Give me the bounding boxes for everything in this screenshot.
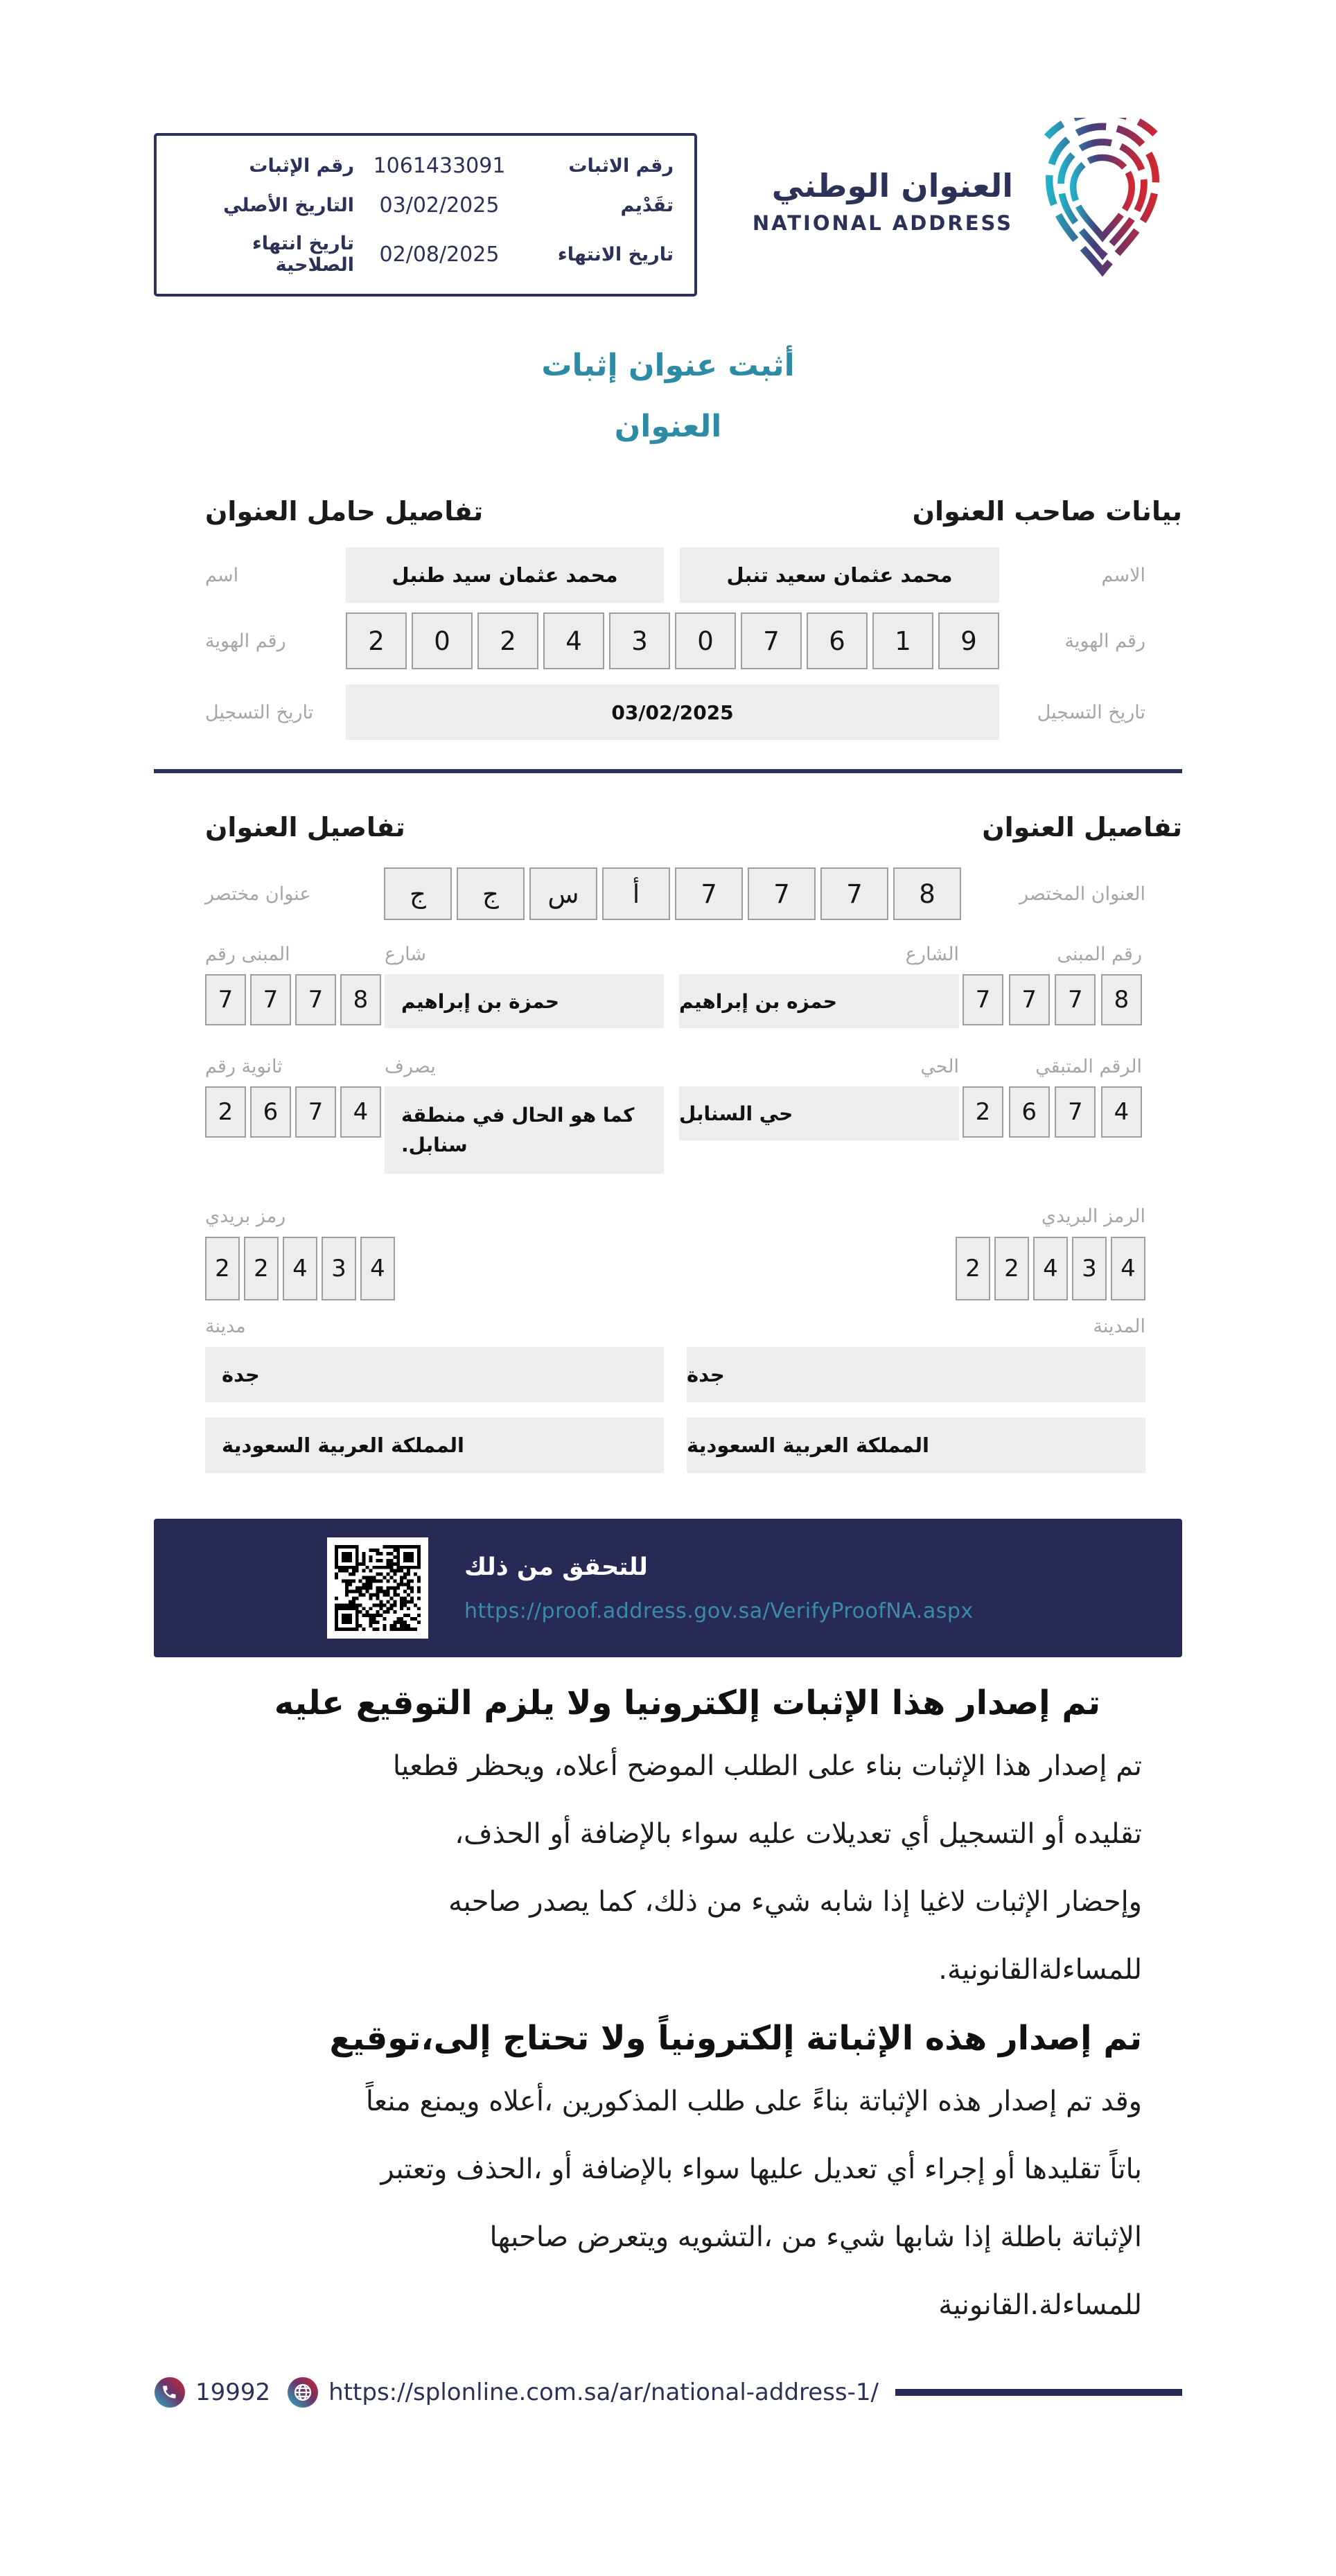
remaining-digit-box: 2: [963, 1086, 1003, 1138]
secondary-number-group-left: [205, 1056, 381, 1138]
district-value-right: حي السنابل: [679, 1086, 959, 1140]
short-address-label-left: عنوان مختصر: [205, 883, 311, 905]
street-row: [205, 944, 1145, 1028]
name-row: [205, 547, 1145, 603]
country-value-right: المملكة العربية السعودية: [687, 1418, 1145, 1473]
city-value-right: جدة: [687, 1347, 1145, 1402]
owner-section-headings: [154, 496, 1182, 527]
qr-code: [327, 1537, 428, 1639]
address-form: [154, 867, 1182, 1473]
proof-number-label-alt: رقم الإثبات: [249, 155, 354, 177]
id-digit-box: 2: [477, 612, 538, 669]
building-digit-box: 7: [1009, 974, 1050, 1025]
logo-arabic-name: العنوان الوطني: [771, 166, 1013, 204]
document-title-line2: العنوان: [614, 409, 722, 444]
remaining-digit-box: 6: [1009, 1086, 1050, 1138]
reg-date-label-right: تاريخ التسجيل: [1037, 701, 1145, 723]
building-number-group-left: [205, 944, 381, 1025]
issue-date-label-alt: التاريخ الأصلي: [223, 195, 354, 216]
building-digit-box: 7: [295, 974, 336, 1025]
short-address-box: ج: [384, 867, 452, 920]
name-value-left: محمد عثمان سيد طنبل: [346, 547, 664, 603]
postal-digit-box: 2: [205, 1237, 240, 1300]
document-page: [154, 118, 1182, 2408]
building-digit-box: 7: [963, 974, 1003, 1025]
building-number-boxes-left: [205, 974, 381, 1025]
id-digit-box: 0: [412, 612, 473, 669]
legal-text-line: وإحضار الإثبات لاغيا إذا شابه شيء من ذلك، كما يصدر صاحبه: [448, 1886, 1142, 1918]
legal-section: [154, 1684, 1182, 2339]
postal-digit-box: 2: [994, 1237, 1029, 1300]
building-digit-box: 8: [340, 974, 381, 1025]
proof-number-value: 1061433091: [373, 154, 506, 178]
postal-digit-box: 3: [322, 1237, 356, 1300]
district-value-left-line1: كما هو الحال في منطقة: [401, 1103, 635, 1127]
district-label-left: يصرف: [385, 1056, 436, 1077]
district-label-right: الحي: [920, 1056, 959, 1077]
short-address-row: [205, 867, 1145, 920]
legal-text-line: للمساءلة.القانونية: [938, 2289, 1142, 2321]
name-label-left: اسم: [205, 564, 239, 586]
postal-label-right: الرمز البريدي: [1041, 1206, 1145, 1227]
short-address-box: 7: [748, 867, 816, 920]
short-address-box: ج: [457, 867, 525, 920]
logo-wordmark: [753, 167, 1013, 235]
building-number-boxes-right: [963, 974, 1142, 1025]
short-address-box: أ: [602, 867, 670, 920]
logo-english-name: NATIONAL ADDRESS: [752, 211, 1013, 235]
legal-text-line: وقد تم إصدار هذه الإثباتة بناءً على طلب المذكورين ،أعلاه ويمنع منعاً: [365, 2085, 1142, 2117]
short-address-boxes: [384, 867, 961, 920]
postal-digit-box: 2: [244, 1237, 279, 1300]
address-section-headings: [154, 812, 1182, 843]
owner-heading-right: بيانات صاحب العنوان: [912, 496, 1182, 527]
street-value-right: حمزه بن إبراهيم: [679, 974, 959, 1028]
short-address-label-right: العنوان المختصر: [1019, 883, 1145, 905]
remaining-digit-box: 4: [1101, 1086, 1142, 1138]
owner-form: [154, 547, 1182, 740]
postal-label-left: رمز بريدي: [205, 1206, 286, 1227]
issue-date-label-ar: تقَدْيم: [620, 195, 674, 216]
street-value-left: حمزة بن إبراهيم: [385, 974, 664, 1028]
legal-heading-2: تم إصدار هذه الإثباتة إلكترونياً ولا تحتاج إلى،توقيع: [329, 2019, 1142, 2058]
district-group-right: [679, 1056, 959, 1140]
postal-digit-box: 4: [1111, 1237, 1145, 1300]
secondary-digit-box: 2: [205, 1086, 246, 1138]
city-group-right: [687, 1316, 1145, 1402]
footer-rule: [895, 2389, 1182, 2396]
issue-date-value: 03/02/2025: [379, 193, 500, 218]
reg-date-label-left: تاريخ التسجيل: [205, 701, 314, 723]
legal-text-line: للمساءلةالقانونية.: [938, 1954, 1142, 1986]
id-digit-box: 1: [872, 612, 933, 669]
country-row: [205, 1418, 1145, 1473]
document-title-line1: أثبت عنوان إثبات: [541, 348, 795, 383]
id-digit-box: 9: [938, 612, 999, 669]
secondary-digit-box: 7: [295, 1086, 336, 1138]
country-value-left: المملكة العربية السعودية: [205, 1418, 664, 1473]
expiry-date-label-ar: تاريخ الانتهاء: [557, 243, 674, 265]
short-address-box: 7: [820, 867, 888, 920]
short-address-box: 8: [893, 867, 961, 920]
city-label-right: المدينة: [1093, 1316, 1145, 1337]
id-digit-box: 2: [346, 612, 407, 669]
postal-digit-box: 4: [1033, 1237, 1068, 1300]
building-number-group-right: [963, 944, 1142, 1025]
legal-text-line: الإثباتة باطلة إذا شابها شيء من ،التشويه ويتعرض صاحبها: [489, 2221, 1142, 2253]
proof-info-box: [154, 133, 697, 297]
proof-number-label-ar: رقم الاثبات: [568, 155, 674, 177]
expiry-date-value: 02/08/2025: [379, 242, 500, 267]
id-number-row: [205, 612, 1145, 669]
postal-digit-box: 4: [360, 1237, 395, 1300]
secondary-number-label-left: ثانوية رقم: [205, 1056, 283, 1077]
id-digit-box: 7: [741, 612, 802, 669]
document-footer: [154, 2376, 1182, 2408]
expiry-date-label-alt: تاريخ انتهاء الصلاحية: [252, 233, 354, 276]
postal-code-row: [205, 1206, 1145, 1300]
street-label-left: شارع: [385, 944, 426, 965]
legal-text-line: تقليده أو التسجيل أي تعديلات عليه سواء بالإضافة أو الحذف،: [455, 1818, 1142, 1850]
phone-icon: [154, 2376, 186, 2408]
postal-group-right: [956, 1206, 1145, 1300]
name-value-right: محمد عثمان سعيد تنبل: [680, 547, 999, 603]
globe-icon: [287, 2376, 319, 2408]
district-value-left-line2: .سنابل: [401, 1133, 468, 1156]
street-group-left: [385, 944, 664, 1028]
street-group-right: [679, 944, 959, 1028]
id-digit-box: 4: [543, 612, 604, 669]
reg-date-value: 03/02/2025: [346, 685, 999, 740]
city-value-left: جدة: [205, 1347, 664, 1402]
building-digit-box: 7: [1055, 974, 1096, 1025]
document-header: [154, 118, 1182, 297]
legal-paragraph-1: [223, 1732, 1142, 2004]
verify-heading: للتحقق من ذلك: [464, 1553, 648, 1581]
id-digit-box: 0: [675, 612, 736, 669]
legal-paragraph-2: [223, 2067, 1142, 2339]
building-number-label-right: رقم المبنى: [1057, 944, 1142, 965]
secondary-digit-box: 6: [250, 1086, 291, 1138]
street-label-right: الشارع: [905, 944, 959, 965]
id-digit-box: 3: [609, 612, 670, 669]
remaining-number-label-right: الرقم المتبقي: [1035, 1056, 1142, 1077]
postal-digit-box: 2: [956, 1237, 990, 1300]
id-label-right: رقم الهوية: [1064, 630, 1145, 652]
address-heading-left: تفاصيل العنوان: [205, 812, 405, 843]
district-group-left: [385, 1056, 664, 1174]
postal-group-left: [205, 1206, 395, 1300]
short-address-box: 7: [675, 867, 743, 920]
national-address-logo: [753, 118, 1182, 283]
legal-text-line: تم إصدار هذا الإثبات بناء على الطلب الموضح أعلاه، ويحظر قطعيا: [392, 1750, 1142, 1782]
legal-text-line: باتاً تقليدها أو إجراء أي تعديل عليها سواء بالإضافة أو ،الحذف وتعتبر: [380, 2153, 1142, 2185]
short-address-box: س: [529, 867, 597, 920]
building-digit-box: 7: [205, 974, 246, 1025]
building-number-label-left: المبنى رقم: [205, 944, 290, 965]
support-phone-number: 19992: [195, 2379, 271, 2406]
postal-digit-box: 4: [283, 1237, 317, 1300]
postal-boxes-left: [205, 1237, 395, 1300]
postal-digit-box: 3: [1072, 1237, 1107, 1300]
secondary-number-boxes-left: [205, 1086, 381, 1138]
legal-heading-1: تم إصدار هذا الإثبات إلكترونيا ولا يلزم التوقيع عليه: [274, 1684, 1100, 1722]
verification-texts: [464, 1553, 974, 1623]
city-label-left: مدينة: [205, 1316, 246, 1337]
verify-url-link[interactable]: https://proof.address.gov.sa/VerifyProofNA.aspx: [464, 1598, 974, 1623]
remaining-number-boxes-right: [963, 1086, 1142, 1138]
owner-heading-left: تفاصيل حامل العنوان: [205, 496, 484, 527]
postal-boxes-right: [956, 1237, 1145, 1300]
remaining-number-group-right: [963, 1056, 1142, 1138]
section-divider: [154, 769, 1182, 773]
location-pin-icon: [1023, 118, 1182, 283]
verification-banner: [154, 1519, 1182, 1657]
remaining-digit-box: 7: [1055, 1086, 1096, 1138]
secondary-digit-box: 4: [340, 1086, 381, 1138]
name-label-right: الاسم: [1101, 564, 1145, 586]
district-value-left: [385, 1086, 664, 1174]
id-digit-boxes: [346, 612, 999, 669]
city-row: [205, 1316, 1145, 1402]
building-digit-box: 7: [250, 974, 291, 1025]
id-digit-box: 6: [807, 612, 868, 669]
building-digit-box: 8: [1101, 974, 1142, 1025]
footer-url-link[interactable]: https://splonline.com.sa/ar/national-address-1/: [328, 2379, 879, 2406]
address-heading-right: تفاصيل العنوان: [982, 812, 1182, 843]
city-group-left: [205, 1316, 664, 1402]
registration-date-row: [205, 685, 1145, 740]
id-label-left: رقم الهوية: [205, 630, 286, 652]
document-title: [154, 335, 1182, 457]
district-row: [205, 1056, 1145, 1174]
